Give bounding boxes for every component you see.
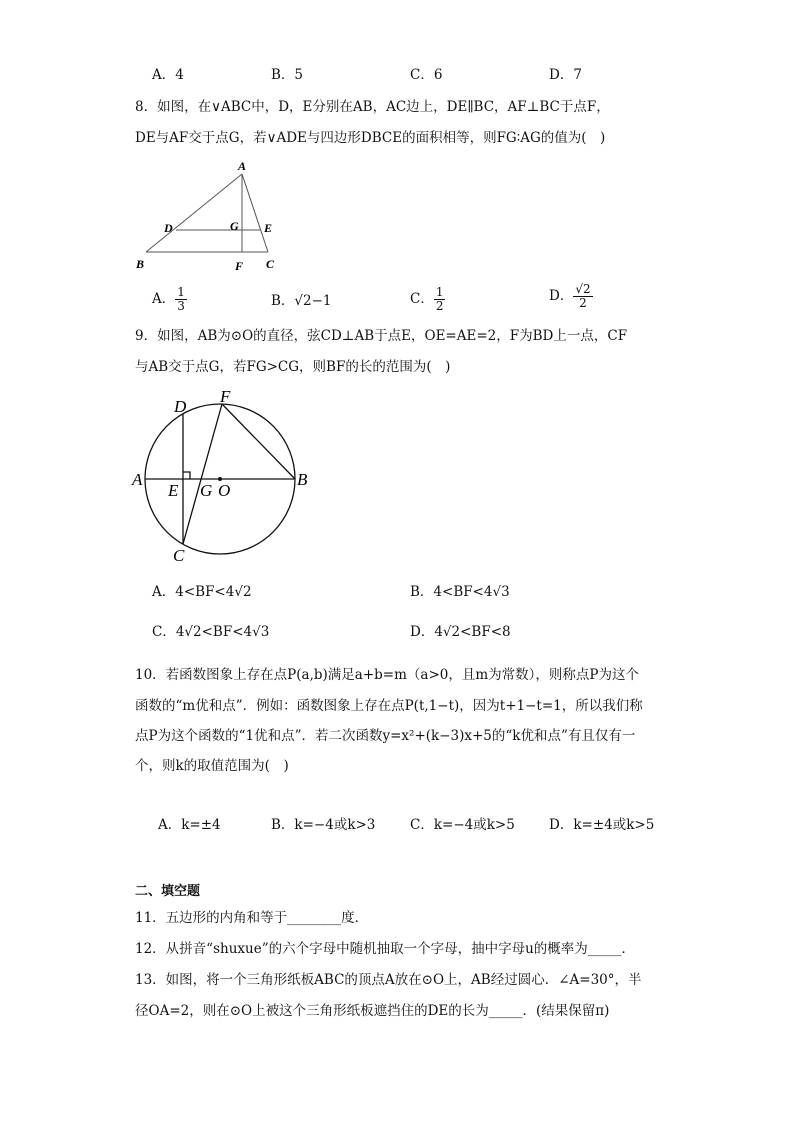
- q8-option-d-fraction: [573, 283, 592, 310]
- q8-option-a-fraction: [175, 286, 187, 313]
- q9-label-d: D: [174, 397, 187, 416]
- q8-segment-ac: [242, 174, 268, 252]
- q10-text-line2: 函数的“m优和点”．例如：函数图象上存在点P(t,1−t)，因为t+1−t=1，所以我们称: [135, 698, 643, 714]
- q9-text-line1: 9．如图，AB为⊙O的直径，弦CD⊥AB于点E，OE=AE=2，F为BD上一点，CF: [135, 328, 628, 344]
- q10-text-line3: 点P为这个函数的“1优和点”．若二次函数y=x²+(k−3)x+5的“k优和点”有且仅有一: [135, 728, 636, 744]
- q8-option-d-num: √2: [575, 282, 591, 296]
- q8-label-d: D: [164, 221, 173, 235]
- q8-label-a: A: [238, 159, 247, 173]
- q9-segment-cf: [183, 404, 222, 544]
- q9-label-b: B: [297, 470, 308, 489]
- q12-text: 12．从拼音“shuxue”的六个字母中随机抽取一个字母，抽中字母u的概率为_____．: [135, 941, 636, 957]
- q8-option-a: [152, 286, 187, 313]
- q7-option-d: D．7: [549, 67, 582, 83]
- q9-label-c: C: [173, 546, 185, 565]
- q10-option-a: A．k=±4: [158, 817, 221, 833]
- q8-segment-ab: [146, 174, 242, 252]
- q8-option-c-den: 2: [435, 299, 444, 313]
- q10-option-b: B．k=−4或k>3: [271, 817, 376, 833]
- q8-label-b: B: [136, 257, 145, 271]
- q9-option-c: C．4√2<BF<4√3: [152, 624, 270, 640]
- q8-option-c-prefix: C．: [410, 291, 434, 307]
- q9-right-angle-mark: [183, 472, 190, 479]
- q9-option-b: B．4<BF<4√3: [410, 584, 510, 600]
- section-title-fill-in: 二、填空题: [135, 884, 201, 899]
- q8-option-d: [549, 283, 593, 310]
- q10-option-d: D．k=±4或k>5: [549, 817, 655, 833]
- q13-text-line2: 径OA=2，则在⊙O上被这个三角形纸板遮挡住的DE的长为_____．(结果保留π): [135, 1003, 610, 1019]
- q8-option-c-num: 1: [435, 285, 444, 299]
- q7-option-c: C．6: [410, 67, 443, 83]
- q8-triangle-figure: [130, 158, 290, 276]
- q8-option-d-prefix: D．: [549, 288, 574, 304]
- q8-label-e: E: [264, 221, 273, 235]
- q9-option-d: D．4√2<BF<8: [410, 624, 511, 640]
- q9-option-a: A．4<BF<4√2: [152, 584, 252, 600]
- q8-option-d-den: 2: [579, 296, 587, 310]
- q9-label-g: G: [200, 481, 213, 500]
- q8-label-g: G: [230, 219, 239, 233]
- q13-text-line1: 13．如图，将一个三角形纸板ABC的顶点A放在⊙O上，AB经过圆心．∠A=30°，半: [135, 972, 642, 988]
- q8-option-b: B．√2−1: [271, 293, 332, 309]
- q11-text: 11．五边形的内角和等于________度．: [135, 910, 369, 926]
- q8-option-c-fraction: [434, 286, 446, 313]
- q10-option-c: C．k=−4或k>5: [410, 817, 515, 833]
- q9-label-a: A: [132, 470, 143, 489]
- q10-text-line4: 个，则k的取值范围为( ): [135, 758, 289, 774]
- q7-option-a: A．4: [152, 67, 184, 83]
- q10-text-line1: 10．若函数图象上存在点P(a,b)满足a+b=m（a>0，且m为常数），则称点P为这个: [135, 667, 639, 683]
- q9-label-f: F: [220, 387, 231, 406]
- q8-option-a-prefix: A．: [152, 291, 176, 307]
- q7-option-b: B．5: [271, 67, 304, 83]
- q9-text-line2: 与AB交于点G，若FG>CG，则BF的长的范围为( ): [135, 359, 451, 375]
- q9-label-e: E: [168, 481, 179, 500]
- q8-text-line1: 8．如图，在∨ABC中，D，E分别在AB，AC边上，DE∥BC，AF⊥BC于点F，: [135, 99, 610, 115]
- q8-option-a-num: 1: [177, 285, 185, 299]
- q9-circle-figure: [128, 386, 318, 566]
- q8-option-a-den: 3: [177, 299, 185, 313]
- q8-label-c: C: [266, 257, 275, 271]
- q9-label-o: O: [218, 481, 231, 500]
- q8-option-c: [410, 286, 445, 313]
- q8-label-f: F: [235, 259, 244, 273]
- q8-text-line2: DE与AF交于点G，若∨ADE与四边形DBCE的面积相等，则FG∶AG的值为( ): [135, 130, 606, 146]
